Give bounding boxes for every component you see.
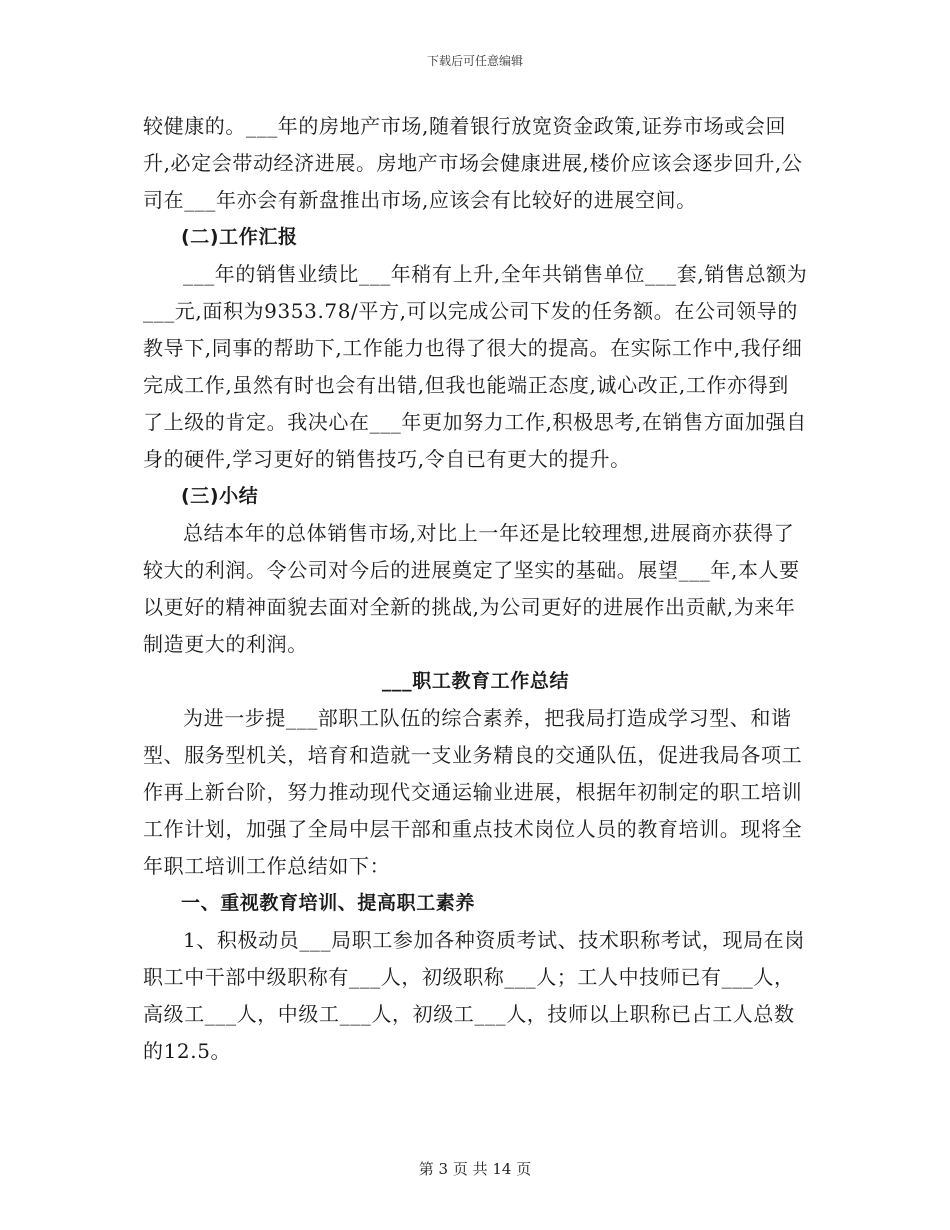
- paragraph-summary: 总结本年的总体销售市场,对比上一年还是比较理想,进展商亦获得了较大的利润。令公司对今后的进展奠定了坚实的基础。展望___年,本人要以更好的精神面貌去面对全新的挑战,为公司更好的进展作出贡献,为来年制造更大的利润。: [143, 521, 800, 656]
- paragraph-sales-performance: ___年的销售业绩比___年稍有上升,全年共销售单位___套,销售总额为___元,面积为9353.78/平方,可以完成公司下发的任务额。在公司领导的教导下,同事的帮助下,工作能力也得了很大的提高。在实际工作中,我仔细完成工作,虽然有时也会有出错,但我也能端正态度,诚心改正,工作亦得到了上级的肯定。我决心在___年更加努力工作,积极思考,在销售方面加强自身的硬件,学习更好的销售技巧,令自已有更大的提升。: [143, 262, 808, 471]
- paragraph-real-estate-outlook: 较健康的。___年的房地产市场,随着银行放宽资金政策,证券市场或会回升,必定会带动经济进展。房地产市场会健康进展,楼价应该会逐步回升,公司在___年亦会有新盘推出市场,应该会有比较好的进展空间。: [143, 114, 803, 212]
- paragraph-education-intro: 为进一步提___部职工队伍的综合素养，把我局打造成学习型、和谐型、服务型机关，培育和造就一支业务精良的交通队伍，促进我局各项工作再上新台阶，努力推动现代交通运输业进展，根据年初制定的职工培训工作计划，加强了全局中层干部和重点技术岗位人员的教育培训。现将全年职工培训工作总结如下：: [143, 706, 803, 878]
- document-body: [143, 108, 808, 1070]
- heading-work-report: (二)工作汇报: [181, 226, 298, 248]
- paragraph-certification-stats: 1、积极动员___局职工参加各种资质考试、技术职称考试，现局在岗职工中干部中级职称有___人，初级职称___人；工人中技师已有___人，高级工___人，中级工___人，初级工___人，技师以上职称已占工人总数的12.5。: [143, 928, 805, 1063]
- heading-summary: (三)小结: [181, 485, 259, 507]
- section-title-staff-education: ___职工教育工作总结: [381, 670, 570, 692]
- page-footer: 第 3 页 共 14 页: [418, 1160, 532, 1178]
- page-header: 下载后可任意编辑: [426, 54, 523, 68]
- heading-training-emphasis: 一、重视教育培训、提高职工素养: [181, 892, 476, 914]
